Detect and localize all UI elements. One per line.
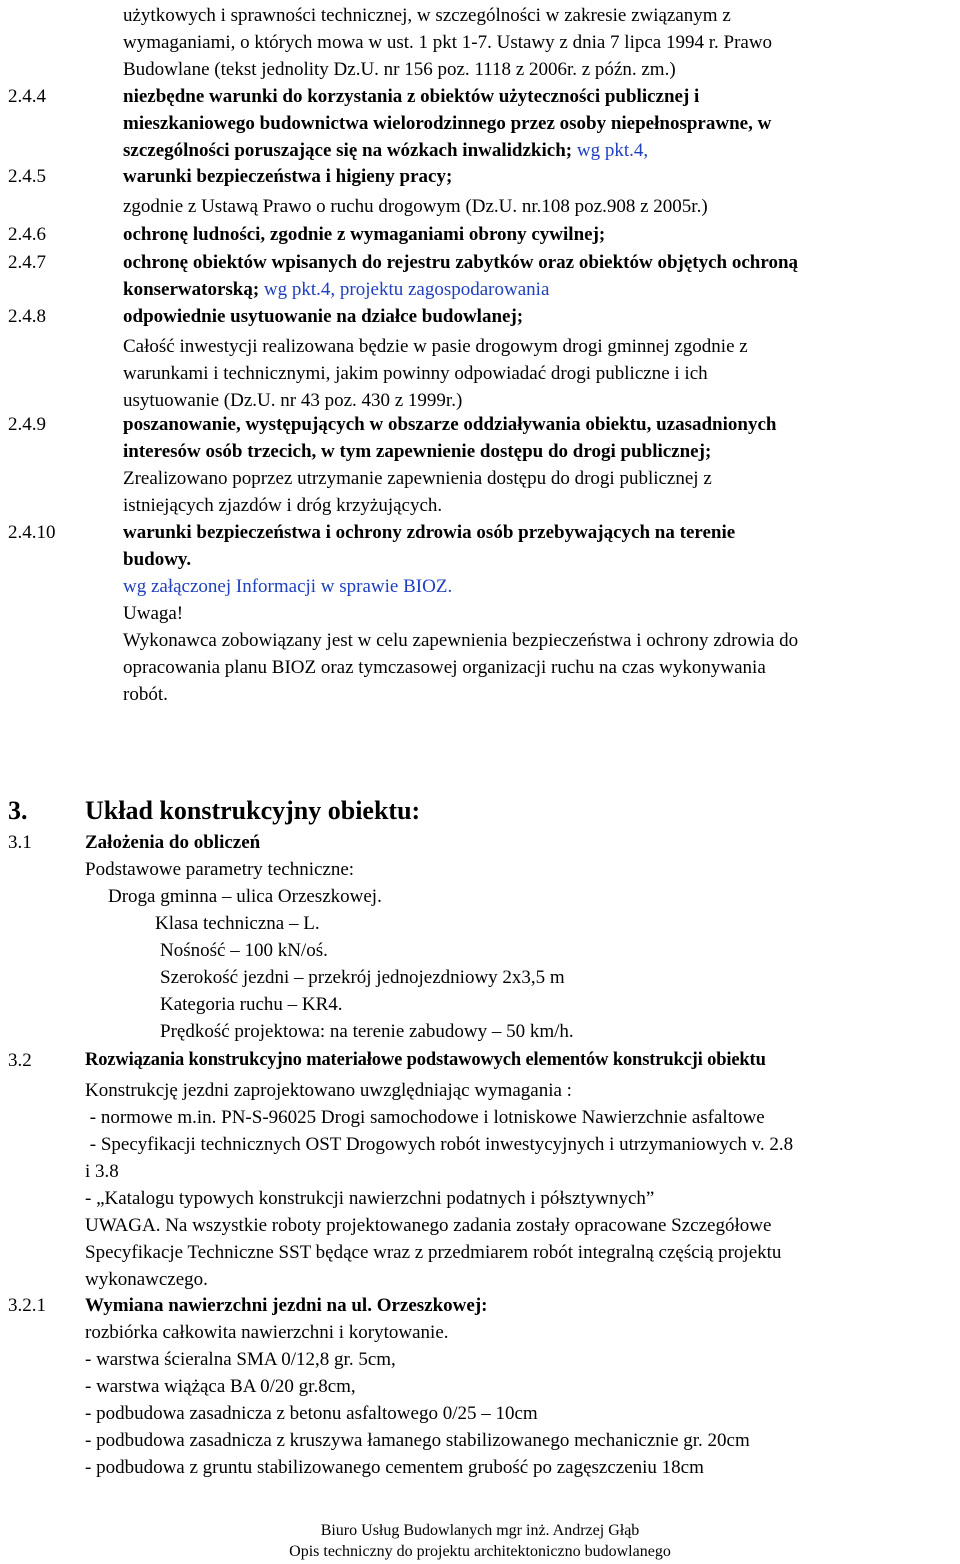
- text-line: wymaganiami, o których mowa w ust. 1 pkt 1-7. Ustawy z dnia 7 lipca 1994 r. Prawo: [123, 32, 773, 53]
- list-item: rozbiórka całkowita nawierzchni i korytowanie.: [85, 1322, 449, 1343]
- item-number: 2.4.7: [8, 252, 46, 273]
- text-line: opracowania planu BIOZ oraz tymczasowej organizacji ruchu na czas wykonywania: [123, 657, 766, 678]
- footer-line: Opis techniczny do projektu architektoniczno budowlanego: [289, 1543, 671, 1560]
- item-title: Rozwiązania konstrukcyjno materiałowe podstawowych elementów konstrukcji obiektu: [85, 1050, 766, 1070]
- param-line: Prędkość projektowa: na terenie zabudowy – 50 km/h.: [160, 1021, 574, 1042]
- list-item: - podbudowa zasadnicza z kruszywa łamanego stabilizowanego mechanicznie gr. 20cm: [85, 1430, 750, 1451]
- text-line: użytkowych i sprawności technicznej, w szczególności w zakresie związanym z: [123, 5, 731, 26]
- item-title-line: interesów osób trzecich, w tym zapewnienie dostępu do drogi publicznej;: [123, 441, 712, 462]
- item-title: odpowiednie usytuowanie na działce budowlanej;: [123, 306, 524, 327]
- footer-line: Biuro Usług Budowlanych mgr inż. Andrzej Głąb: [320, 1522, 640, 1539]
- item-title-line: budowy.: [123, 549, 192, 570]
- list-item: - warstwa wiążąca BA 0/20 gr.8cm,: [85, 1376, 356, 1397]
- item-title: ochronę ludności, zgodnie z wymaganiami obrony cywilnej;: [123, 224, 606, 245]
- item-title: Wymiana nawierzchni jezdni na ul. Orzeszkowej:: [85, 1295, 488, 1316]
- text-line: Specyfikacje Techniczne SST będące wraz z przedmiarem robót integralną częścią projektu: [85, 1242, 782, 1263]
- text-line: Konstrukcję jezdni zaprojektowano uwzględniając wymagania :: [85, 1080, 572, 1101]
- page-footer: [0, 1520, 960, 1562]
- param-line: Nośność – 100 kN/oś.: [160, 940, 328, 961]
- item-title-line: mieszkaniowego budownictwa wielorodzinnego przez osoby niepełnosprawne, w: [123, 113, 772, 134]
- section-number: 3.: [8, 796, 28, 825]
- text-line: wykonawczego.: [85, 1269, 208, 1290]
- item-title-line: konserwatorską;: [123, 279, 260, 300]
- item-number: 2.4.9: [8, 414, 46, 435]
- item-number: 2.4.6: [8, 224, 46, 245]
- text-line: i 3.8: [85, 1161, 119, 1182]
- item-title-line: warunki bezpieczeństwa i ochrony zdrowia osób przebywających na terenie: [123, 522, 736, 543]
- text-line: Podstawowe parametry techniczne:: [85, 859, 355, 880]
- list-item: - podbudowa zasadnicza z betonu asfaltowego 0/25 – 10cm: [85, 1403, 538, 1424]
- item-number: 2.4.8: [8, 306, 46, 327]
- text-line: - normowe m.in. PN-S-96025 Drogi samochodowe i lotniskowe Nawierzchnie asfaltowe: [85, 1107, 765, 1128]
- text-line: UWAGA. Na wszystkie roboty projektowanego zadania zostały opracowane Szczegółowe: [85, 1215, 772, 1236]
- item-title-line: niezbędne warunki do korzystania z obiektów użyteczności publicznej i: [123, 86, 700, 107]
- text-line: robót.: [123, 684, 168, 705]
- item-number: 2.4.5: [8, 166, 46, 187]
- list-item: - warstwa ścieralna SMA 0/12,8 gr. 5cm,: [85, 1349, 396, 1370]
- list-item: - podbudowa z gruntu stabilizowanego cementem grubość po zagęszczeniu 18cm: [85, 1457, 704, 1478]
- item-text: zgodnie z Ustawą Prawo o ruchu drogowym (Dz.U. nr.108 poz.908 z 2005r.): [123, 196, 708, 217]
- item-title-line: szczególności poruszające się na wózkach inwalidzkich;: [123, 140, 573, 161]
- text-line: Wykonawca zobowiązany jest w celu zapewnienia bezpieczeństwa i ochrony zdrowia do: [123, 630, 799, 651]
- param-line: Klasa techniczna – L.: [155, 913, 320, 934]
- item-number: 2.4.4: [8, 86, 46, 107]
- section-title: Układ konstrukcyjny obiektu:: [85, 796, 421, 825]
- param-line: Szerokość jezdni – przekrój jednojezdniowy 2x3,5 m: [160, 967, 565, 988]
- reference-link: wg pkt.4,: [576, 140, 649, 161]
- param-line: Kategoria ruchu – KR4.: [160, 994, 343, 1015]
- reference-link: wg pkt.4, projektu zagospodarowania: [263, 279, 550, 300]
- road-name: Droga gminna – ulica Orzeszkowej.: [108, 886, 382, 907]
- item-number: 2.4.10: [8, 522, 56, 543]
- text-line: Całość inwestycji realizowana będzie w pasie drogowym drogi gminnej zgodnie z: [123, 336, 748, 357]
- text-line: - Specyfikacji technicznych OST Drogowych robót inwestycyjnych i utrzymaniowych v. 2.8: [85, 1134, 794, 1155]
- text-line: usytuowanie (Dz.U. nr 43 poz. 430 z 1999r.): [123, 390, 463, 411]
- item-number: 3.2.1: [8, 1295, 46, 1316]
- item-title-line: poszanowanie, występujących w obszarze oddziaływania obiektu, uzasadnionych: [123, 414, 777, 435]
- item-number: 3.2: [8, 1050, 32, 1071]
- item-title-line: ochronę obiektów wpisanych do rejestru zabytków oraz obiektów objętych ochroną: [123, 252, 799, 273]
- text-line: - „Katalogu typowych konstrukcji nawierzchni podatnych i półsztywnych”: [85, 1188, 655, 1209]
- text-line: Budowlane (tekst jednolity Dz.U. nr 156 poz. 1118 z 2006r. z późn. zm.): [123, 59, 676, 80]
- text-line: warunkami i technicznymi, jakim powinny odpowiadać drogi publiczne i ich: [123, 363, 708, 384]
- text-line: Zrealizowano poprzez utrzymanie zapewnienia dostępu do drogi publicznej z: [123, 468, 712, 489]
- item-number: 3.1: [8, 832, 32, 853]
- text-line: istniejących zjazdów i dróg krzyżujących.: [123, 495, 443, 516]
- warning-label: Uwaga!: [123, 603, 184, 624]
- reference-link: wg załączonej Informacji w sprawie BIOZ.: [123, 576, 453, 597]
- item-title: Założenia do obliczeń: [85, 832, 261, 853]
- item-title: warunki bezpieczeństwa i higieny pracy;: [123, 166, 453, 187]
